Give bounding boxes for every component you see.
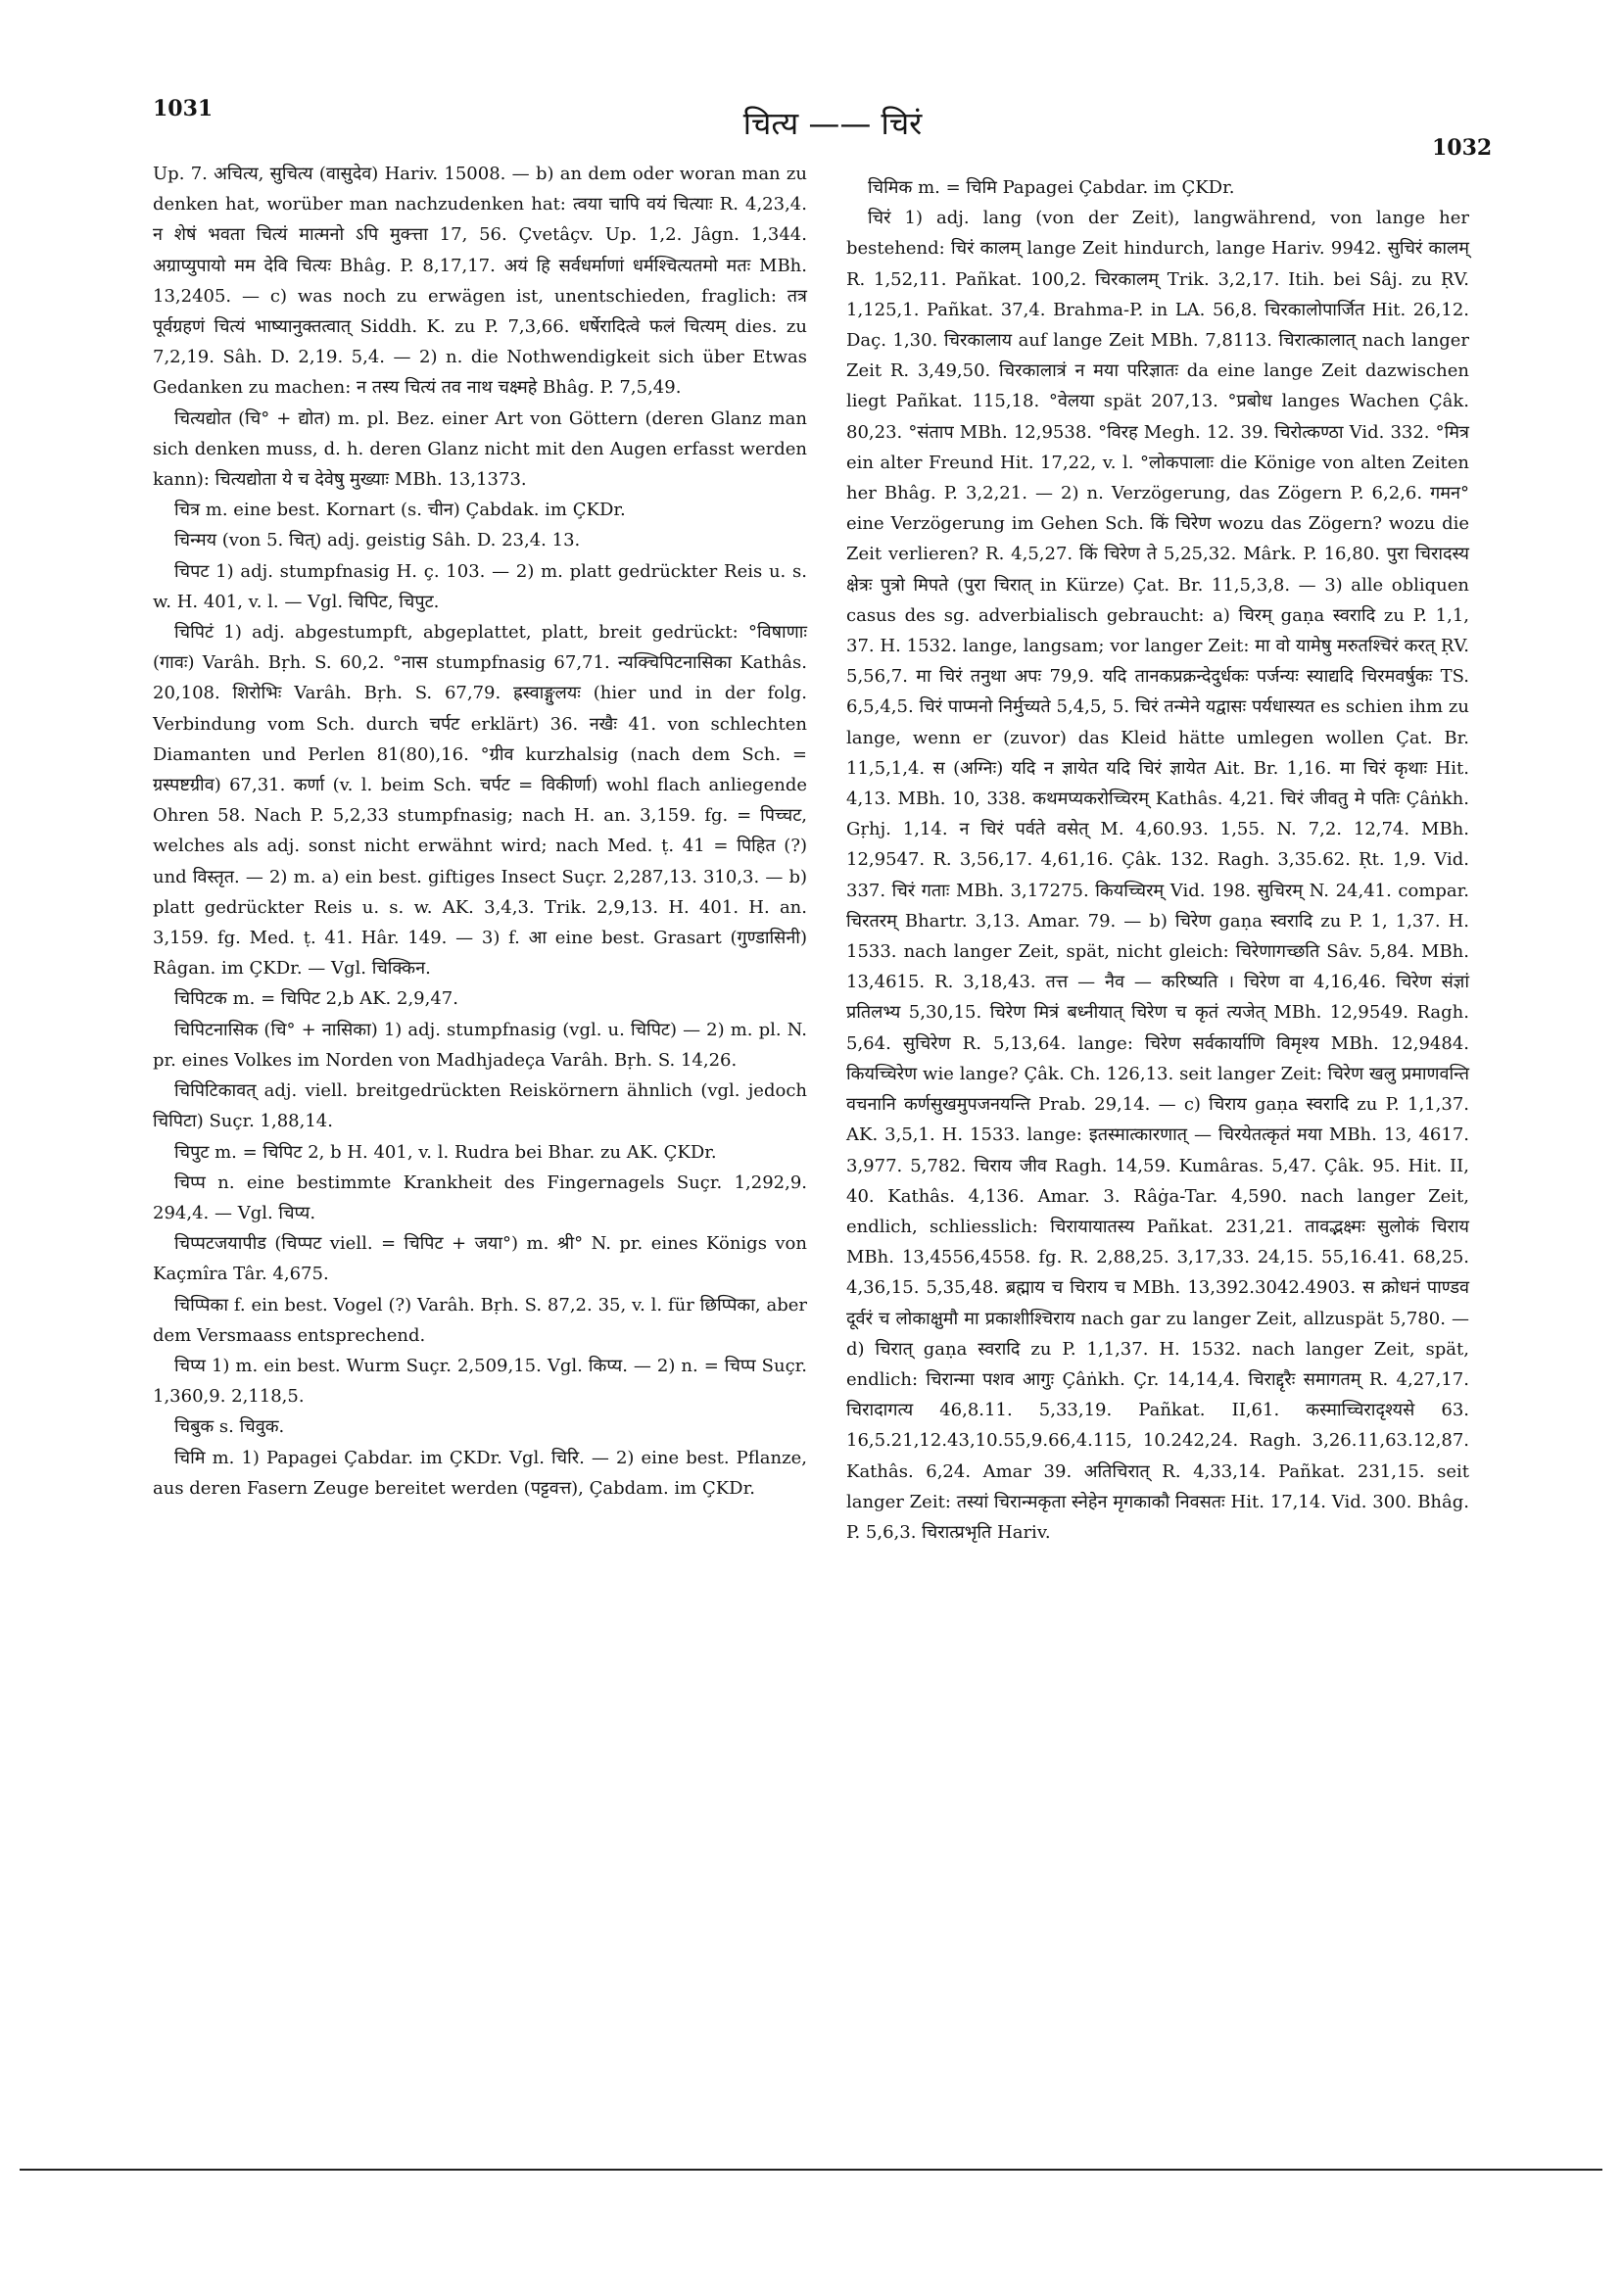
dictionary-entry: चित्र m. eine best. Kornart (s. चीन) Çabdak. im ÇKDr. xyxy=(174,500,626,521)
dictionary-entry: चिन्मय (von 5. चित्) adj. geistig Sâh. D. 23,4. 13. xyxy=(174,530,581,551)
right-column xyxy=(846,172,1469,1548)
dictionary-entry: चिप्पटजयापीड (चिप्पट viell. = चिपिट + जया°) m. श्री° N. pr. eines Königs von Kaçmîra Târ. 4,675. xyxy=(153,1233,807,1285)
dictionary-entry: चिपट 1) adj. stumpfnasig H. ç. 103. — 2) m. platt gedrückter Reis u. s. w. H. 401, v. l. — Vgl. चिपिट, चिपुट. xyxy=(153,560,807,612)
dictionary-entry: चिप्प n. eine bestimmte Krankheit des Fingernagels Suçr. 1,292,9. 294,4. — Vgl. चिप्य. xyxy=(153,1172,807,1223)
dictionary-entry: चिप्पिका f. ein best. Vogel (?) Varâh. Bṛh. S. 87,2. 35, v. l. für छिप्पिका, aber dem Versmaass entsprechend. xyxy=(153,1294,807,1346)
dictionary-entry: चिमिक m. = चिमि Papagei Çabdar. im ÇKDr. xyxy=(868,177,1235,198)
dictionary-entry: चिपिटं 1) adj. abgestumpft, abgeplattet, platt, breit gedrückt: °विषाणाः (गावः) Varâh. Bṛh. S. 60,2. °नास stumpfnasig 67,71. न्यक्चिपिटनासिका Kathâs. 20,108. शिरोभिः Varâh. Bṛh. S. 67,79. ह्रस्वाङ्गुलयः (hier und in der folg. Verbindung vom Sch. durch चर्पट erklärt) 36. नखैः 41. von schlechten Diamanten und Perlen 81(80),16. °ग्रीव kurzhalsig (nach dem Sch. = ग्रस्पष्टग्रीव) 67,31. कर्णा (v. l. beim Sch. चर्पट = विकीर्णा) wohl flach anliegende Ohren 58. Nach P. 5,2,33 stumpfnasig; nach H. an. 3,159. fg. = पिच्चट, welches als adj. sonst nicht erwähnt wird; nach Med. ṭ. 41 = पिहित (?) und विस्तृत. — 2) m. a) ein best. giftiges Insect Suçr. 2,287,13. 310,3. — b) platt gedrückter Reis u. s. w. AK. 3,4,3. Trik. 2,9,13. H. 401. H. an. 3,159. fg. Med. ṭ. 41. Hâr. 149. — 3) f. आ eine best. Grasart (गुण्डासिनी) Râgan. im ÇKDr. — Vgl. चिक्किन. xyxy=(153,622,807,980)
bottom-rule xyxy=(20,2169,1602,2171)
dictionary-entry: चिपिटिकावत् adj. viell. breitgedrückten Reiskörnern ähnlich (vgl. jedoch चिपिटा) Suçr. 1,88,14. xyxy=(153,1080,807,1132)
dictionary-entry: Up. 7. अचित्य, सुचित्य (वासुदेव) Hariv. 15008. — b) an dem oder woran man zu denken hat, worüber man nachzudenken hat: त्वया चापि वयं चित्याः R. 4,23,4. न शेषं भवता चित्यं मात्मनो ऽपि मुक्त्ता 17, 56. Çvetâçv. Up. 1,2. Jâgn. 1,344. अग्राप्युपायो मम देवि चित्यः Bhâg. P. 8,17,17. अयं हि सर्वधर्माणां धर्मश्चित्यतमो मतः MBh. 13,2405. — c) was noch zu erwägen ist, unentschieden, fraglich: तत्र पूर्वग्रहणं चित्यं भाष्यानुक्तत्वात् Siddh. K. zu P. 7,3,66. धर्षेरादित्वे फलं चित्यम् dies. zu 7,2,19. Sâh. D. 2,19. 5,4. — 2) n. die Nothwendigkeit sich über Etwas Gedanken zu machen: न तस्य चित्यं तव नाथ चक्ष्महे Bhâg. P. 7,5,49. xyxy=(153,164,807,399)
dictionary-entry: चित्यद्योत (चि° + द्योत) m. pl. Bez. einer Art von Göttern (deren Glanz man sich denken muss, d. h. deren Glanz nicht mit den Augen erfasst werden kann): चित्यद्योता ये च देवेषु मुख्याः MBh. 13,1373. xyxy=(153,407,807,491)
dictionary-entry: चिरं 1) adj. lang (von der Zeit), langwährend, von lange her bestehend: चिरं कालम् lange Zeit hindurch, lange Hariv. 9942. सुचिरं कालम् R. 1,52,11. Pañkat. 100,2. चिरकालम् Trik. 3,2,17. Itih. bei Sâj. zu ṚV. 1,125,1. Pañkat. 37,4. Brahma-P. in LA. 56,8. चिरकालोपार्जित Hit. 26,12. Daç. 1,30. चिरकालाय auf lange Zeit MBh. 7,8113. चिरात्कालात् nach langer Zeit R. 3,49,50. चिरकालात्रं न मया परिज्ञातः da eine lange Zeit dazwischen liegt Pañkat. 115,18. °वेलया spät 207,13. °प्रबोध langes Wachen Çâk. 80,23. °संताप MBh. 12,9538. °विरह Megh. 12. 39. चिरोत्कण्ठा Vid. 332. °मित्र ein alter Freund Hit. 17,22, v. l. °लोकपालाः die Könige von alten Zeiten her Bhâg. P. 3,2,21. — 2) n. Verzögerung, das Zögern P. 6,2,6. गमन° eine Verzögerung im Gehen Sch. किं चिरेण wozu das Zögern? wozu die Zeit verlieren? R. 4,5,27. किं चिरेण ते 5,25,32. Mârk. P. 16,80. पुरा चिरादस्य क्षेत्रः पुत्रो मिपते (पुरा चिरात् in Kürze) Çat. Br. 11,5,3,8. — 3) alle obliquen casus des sg. adverbialisch gebraucht: a) चिरम् gaṇa स्वरादि zu P. 1,1, 37. H. 1532. lange, langsam; vor langer Zeit: मा वो यामेषु मरुतश्चिरं करत् ṚV. 5,56,7. मा चिरं तनुथा अपः 79,9. यदि तानकप्रक्रन्देदुर्धकः पर्जन्यः स्याद्यदि चिरमवर्षुकः TS. 6,5,4,5. चिरं पाप्मनो निर्मुच्यते 5,4,5, 5. चिरं तन्मेने यद्वासः पर्यधास्यत es schien ihm zu lange, wenn er (zuvor) das Kleid hätte umlegen wollen Çat. Br. 11,5,1,4. स (अग्निः) यदि न ज्ञायेत यदि चिरं ज्ञायेत Ait. Br. 1,16. मा चिरं कृथाः Hit. 4,13. MBh. 10, 338. कथमप्यकरोच्चिरम् Kathâs. 4,21. चिरं जीवतु मे पतिः Çâṅkh. Gṛhj. 1,14. न चिरं पर्वते वसेत् M. 4,60.93. 1,55. N. 7,2. 12,74. MBh. 12,9547. R. 3,56,17. 4,61,16. Çâk. 132. Ragh. 3,35.62. Ṛt. 1,9. Vid. 337. चिरं गताः MBh. 3,17275. कियच्चिरम् Vid. 198. सुचिरम् N. 24,41. compar. चिरतरम् Bhartr. 3,13. Amar. 79. — b) चिरेण gaṇa स्वरादि zu P. 1, 1,37. H. 1533. nach langer Zeit, spät, nicht gleich: चिरेणागच्छति Sâv. 5,84. MBh. 13,4615. R. 3,18,43. तत्त — नैव — करिष्यति । चिरेण वा 4,16,46. चिरेण संज्ञां प्रतिलभ्य 5,30,15. चिरेण मित्रं बध्नीयात् चिरेण च कृतं त्यजेत् MBh. 12,9549. Ragh. 5,64. सुचिरेण R. 5,13,64. lange: चिरेण सर्वकार्याणि विमृश्य MBh. 12,9484. कियच्चिरेण wie lange? Çâk. Ch. 126,13. seit langer Zeit: चिरेण खलु प्रमाणवन्ति वचनानि कर्णसुखमुपजनयन्ति Prab. 29,14. — c) चिराय gaṇa स्वरादि zu P. 1,1,37. AK. 3,5,1. H. 1533. lange: इतस्मात्कारणात् — चिरयेतत्कृतं मया MBh. 13, 4617. 3,977. 5,782. चिराय जीव Ragh. 14,59. Kumâras. 5,47. Çâk. 95. Hit. II, 40. Kathâs. 4,136. Amar. 3. Râġa-Tar. 4,590. nach langer Zeit, endlich, schliesslich: चिरायायातस्य Pañkat. 231,21. तावद्भक्ष्मः सुलोकं चिराय MBh. 13,4556,4558. fg. R. 2,88,25. 3,17,33. 24,15. 55,16.41. 68,25. 4,36,15. 5,35,48. ब्रह्माय च चिराय च MBh. 13,392.3042.4903. स क्रोधनं पाण्डव दूर्वरं च लोकाक्षुमौ मा प्रकाशीश्चिराय nach gar zu langer Zeit, allzuspät 5,780. — d) चिरात् gaṇa स्वरादि zu P. 1,1,37. H. 1532. nach langer Zeit, spät, endlich: चिरान्मा पशव आगुः Çâṅkh. Çr. 14,14,4. चिराद्दृरैः समागतम् R. 4,27,17. चिरादागत्य 46,8.11. 5,33,19. Pañkat. II,61. कस्माच्चिरादृश्यसे 63. 16,5.21,12.43,10.55,9.66,4.115, 10.242,24. Ragh. 3,26.11,63.12,87. Kathâs. 6,24. Amar 39. अतिचिरात् R. 4,33,14. Pañkat. 231,15. seit langer Zeit: तस्यां चिरान्मकृता स्नेहेन मृगकाकौ निवसतः Hit. 17,14. Vid. 300. Bhâg. P. 5,6,3. चिरात्प्रभृति Hariv. xyxy=(846,208,1469,1543)
running-head: चित्य —— चिरं xyxy=(742,105,923,142)
dictionary-entry: चिपिटक m. = चिपिट 2,b AK. 2,9,47. xyxy=(174,988,458,1010)
left-column xyxy=(153,159,807,1504)
dictionary-entry: चिमि m. 1) Papagei Çabdar. im ÇKDr. Vgl. चिरि. — 2) eine best. Pflanze, aus deren Fasern Zeuge bereitet werden (पट्टवत्त), Çabdam. im ÇKDr. xyxy=(153,1447,807,1499)
dictionary-entry: चिबुक s. चिवुक. xyxy=(174,1416,285,1438)
dictionary-entry: चिपुट m. = चिपिट 2, b H. 401, v. l. Rudra bei Bhar. zu AK. ÇKDr. xyxy=(174,1141,717,1163)
page-number-left: 1031 xyxy=(153,96,214,121)
page-number-right: 1032 xyxy=(1432,135,1493,161)
dictionary-entry: चिपिटनासिक (चि° + नासिका) 1) adj. stumpfnasig (vgl. u. चिपिट) — 2) m. pl. N. pr. eines Volkes im Norden von Madhjadeça Varâh. Bṛh. S. 14,26. xyxy=(153,1019,807,1071)
dictionary-entry: चिप्य 1) m. ein best. Wurm Suçr. 2,509,15. Vgl. किप्य. — 2) n. = चिप्प Suçr. 1,360,9. 2,118,5. xyxy=(153,1355,807,1408)
